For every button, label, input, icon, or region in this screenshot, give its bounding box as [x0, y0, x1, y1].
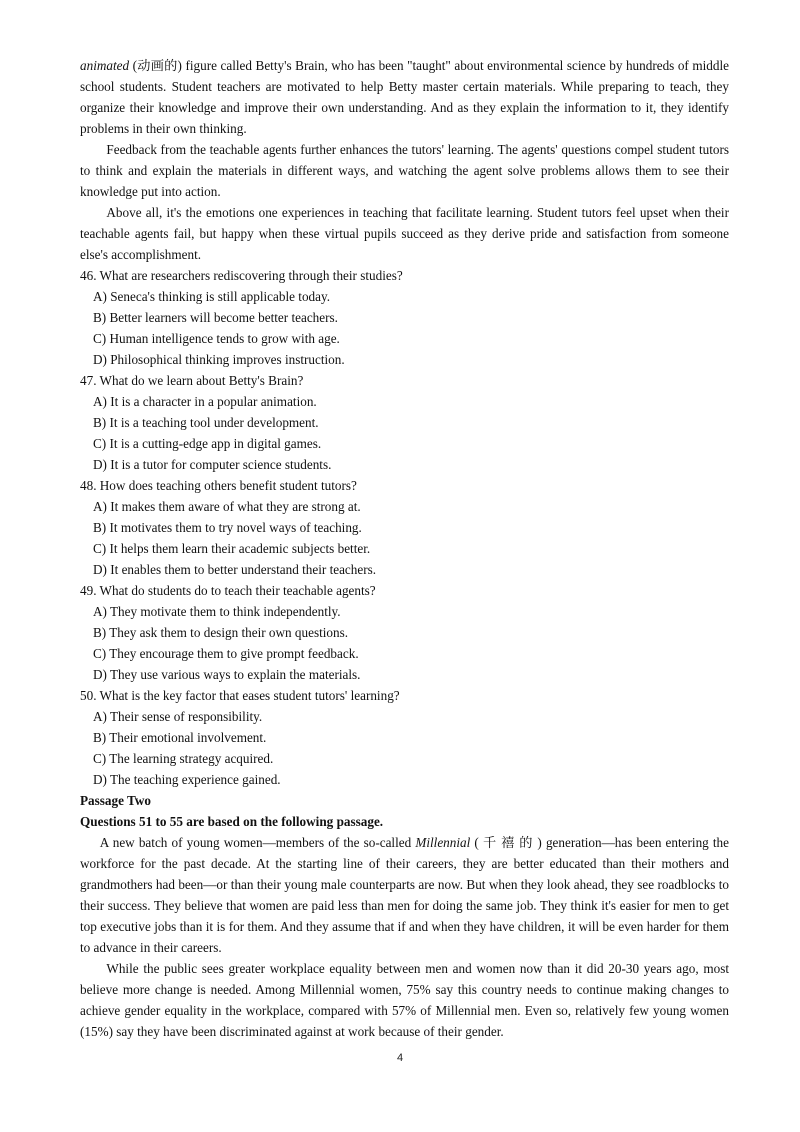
- answer-option: A) It makes them aware of what they are strong at.: [93, 499, 361, 514]
- answer-option: C) The learning strategy acquired.: [93, 751, 274, 766]
- passage-one-paragraph-3: Above all, it's the emotions one experiences in teaching that facilitate learning. Student tutors feel upset when their teachable agents fail, but happy when these virtual pupils succeed as they derive pride and satisfaction from someone else's accomplishment.: [80, 205, 729, 262]
- answer-option: D) It is a tutor for computer science students.: [93, 457, 332, 472]
- answer-option: C) It is a cutting-edge app in digital games.: [93, 436, 322, 451]
- question-stem: 49. What do students do to teach their teachable agents?: [80, 583, 376, 598]
- question-stem: 47. What do we learn about Betty's Brain?: [80, 373, 304, 388]
- answer-option: D) The teaching experience gained.: [93, 772, 281, 787]
- italic-word: animated: [80, 58, 130, 73]
- passage-one-paragraph-1: animated (动画的) figure called Betty's Brain, who has been "taught" about environmental science by hundreds of middle school students. Student teachers are motivated to help Betty master certain materials. While preparing to teach, they organize their knowledge and improve their own understanding. And as they explain the information to it, they identify problems in their own thinking.: [80, 58, 729, 136]
- passage-two-paragraph-2: While the public sees greater workplace equality between men and women now than it did 20-30 years ago, most believe more change is needed. Among Millennial women, 75% say this country needs to continue making changes to achieve gender equality in the workplace, compared with 57% of Millennial men. Even so, relatively few young women (15%) say they have been discriminated against at work because of their gender.: [80, 961, 729, 1039]
- answer-option: A) Their sense of responsibility.: [93, 709, 263, 724]
- passage-two-instruction: Questions 51 to 55 are based on the following passage.: [80, 814, 384, 829]
- answer-option: A) They motivate them to think independently.: [93, 604, 341, 619]
- answer-option: C) They encourage them to give prompt feedback.: [93, 646, 359, 661]
- question-stem: 46. What are researchers rediscovering through their studies?: [80, 268, 403, 283]
- passage-one-paragraph-2: Feedback from the teachable agents further enhances the tutors' learning. The agents' questions compel student tutors to think and explain the materials in different ways, and watching the agent solve problems allows them to see their knowledge put into action.: [80, 142, 729, 199]
- page-number: 4: [396, 1052, 404, 1064]
- question-stem: 48. How does teaching others benefit student tutors?: [80, 478, 357, 493]
- answer-option: D) Philosophical thinking improves instruction.: [93, 352, 345, 367]
- question-stem: 50. What is the key factor that eases student tutors' learning?: [80, 688, 400, 703]
- question-list: [80, 265, 729, 790]
- answer-option: B) It motivates them to try novel ways of teaching.: [93, 520, 362, 535]
- document-page: [80, 55, 729, 1042]
- passage-two-heading: Passage Two: [80, 793, 151, 808]
- answer-option: A) Seneca's thinking is still applicable today.: [93, 289, 331, 304]
- answer-option: A) It is a character in a popular animation.: [93, 394, 317, 409]
- answer-option: D) It enables them to better understand their teachers.: [93, 562, 377, 577]
- answer-option: B) It is a teaching tool under development.: [93, 415, 319, 430]
- passage-two-paragraph-1: A new batch of young women—members of the so-called Millennial ( 千 禧 的 ) generation—has been entering the workforce for the past decade. At the starting line of their careers, they are better educated than their mothers and grandmothers had been—or than their young male counterparts are now. But when they look ahead, they see roadblocks to their success. They believe that women are paid less than men for doing the same job. They think it's easier for men to get top executive jobs than it is for them. And they assume that if and when they have children, it will be even harder for them to advance in their careers.: [80, 835, 730, 955]
- answer-option: B) Their emotional involvement.: [93, 730, 267, 745]
- answer-option: C) Human intelligence tends to grow with age.: [93, 331, 340, 346]
- answer-option: D) They use various ways to explain the materials.: [93, 667, 361, 682]
- answer-option: B) Better learners will become better teachers.: [93, 310, 338, 325]
- answer-option: C) It helps them learn their academic subjects better.: [93, 541, 371, 556]
- answer-option: B) They ask them to design their own questions.: [93, 625, 349, 640]
